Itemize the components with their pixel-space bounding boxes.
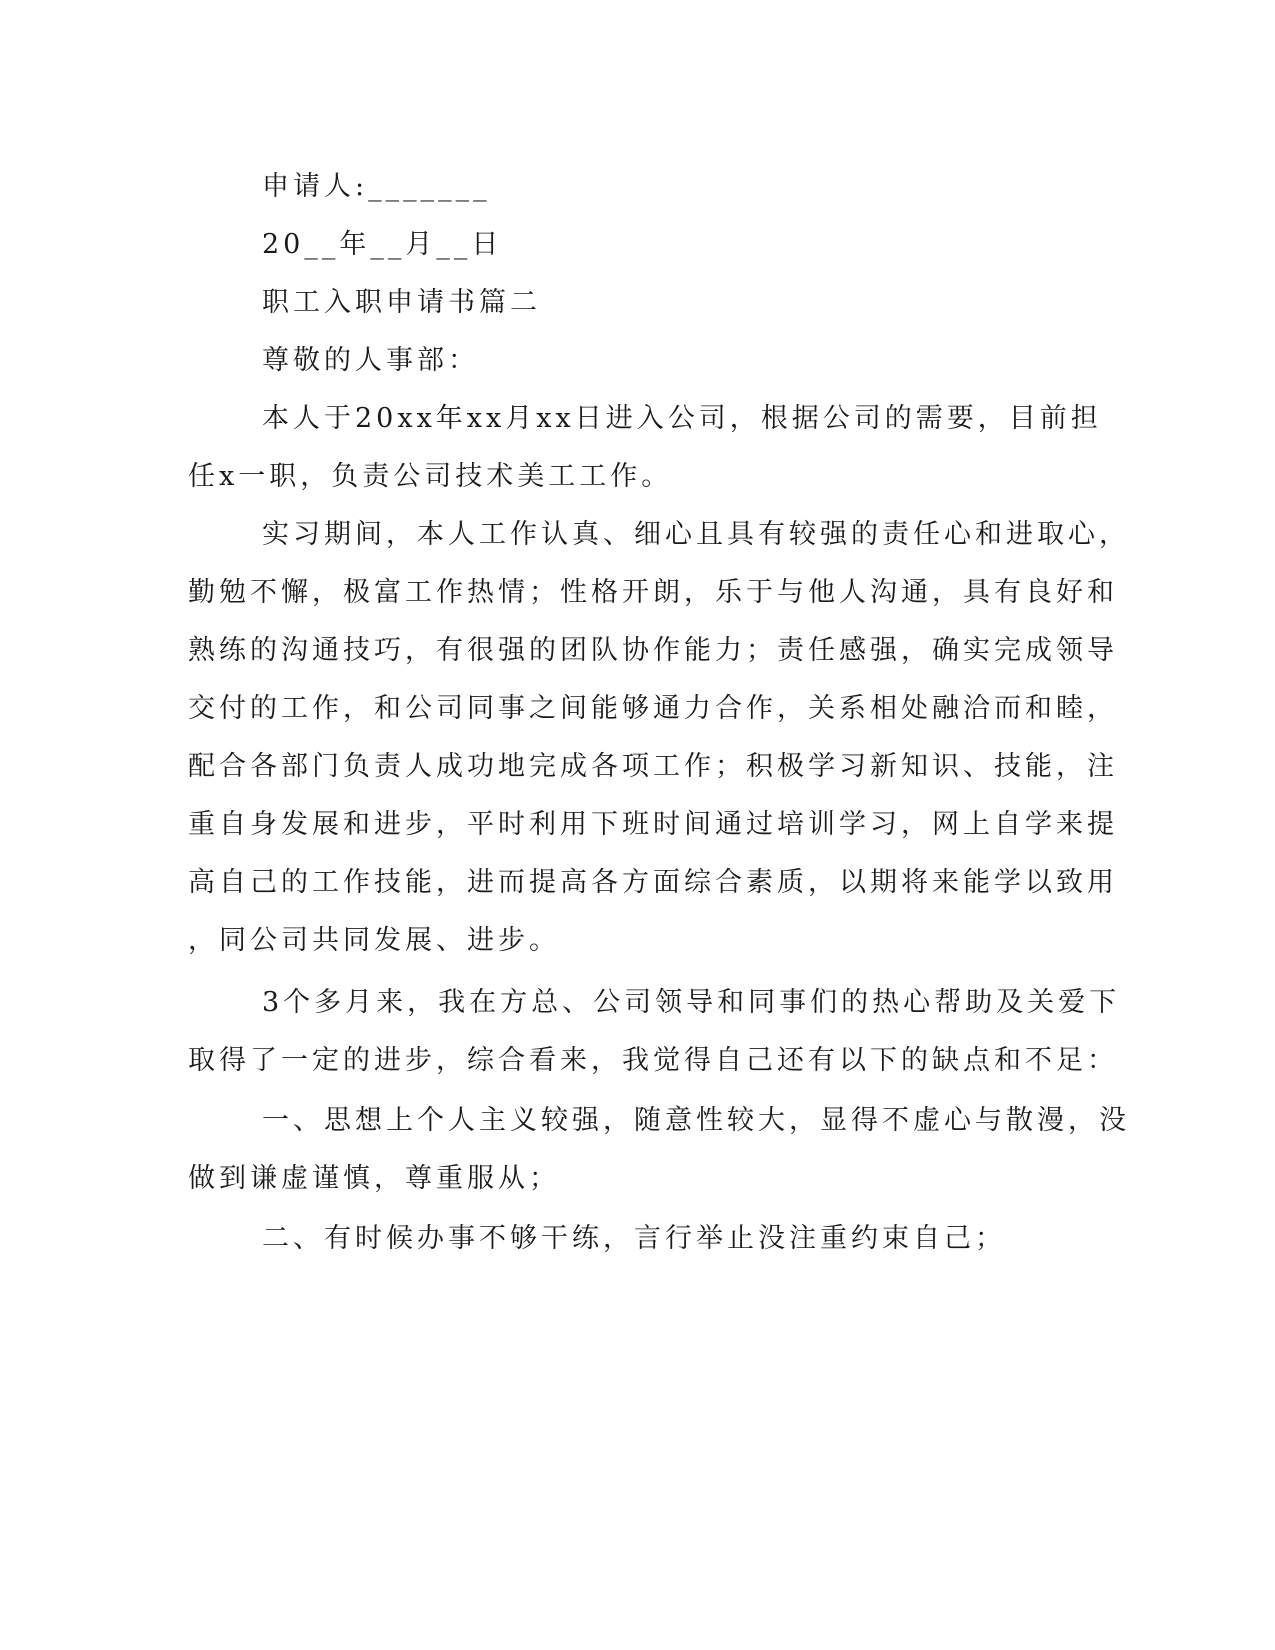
paragraph-5-line-1: 二、有时候办事不够干练，言行举止没注重约束自己； <box>262 1223 1006 1254</box>
applicant-signature-line: 申请人:_______ <box>262 171 491 202</box>
paragraph-3-line-2: 取得了一定的进步，综合看来，我觉得自己还有以下的缺点和不足： <box>188 1045 1118 1076</box>
paragraph-2-line-5: 配合各部门负责人成功地完成各项工作；积极学习新知识、技能，注 <box>188 751 1118 782</box>
salutation: 尊敬的人事部： <box>262 345 479 376</box>
date-line: 20__年__月__日 <box>262 229 503 260</box>
paragraph-3-line-1: 3个多月来，我在方总、公司领导和同事们的热心帮助及关爱下 <box>262 987 1121 1018</box>
paragraph-2-line-7: 高自己的工作技能，进而提高各方面综合素质，以期将来能学以致用 <box>188 867 1118 898</box>
paragraph-2-line-1: 实习期间，本人工作认真、细心且具有较强的责任心和进取心， <box>262 519 1130 550</box>
paragraph-2-line-3: 熟练的沟通技巧，有很强的团队协作能力；责任感强，确实完成领导 <box>188 635 1118 666</box>
paragraph-4-line-2: 做到谦虚谨慎，尊重服从； <box>188 1163 560 1194</box>
paragraph-1-line-1: 本人于20xx年xx月xx日进入公司，根据公司的需要，目前担 <box>262 403 1102 434</box>
paragraph-2-line-2: 勤勉不懈，极富工作热情；性格开朗，乐于与他人沟通，具有良好和 <box>188 577 1118 608</box>
paragraph-1-line-2: 任x一职，负责公司技术美工工作。 <box>188 461 673 492</box>
paragraph-2-line-4: 交付的工作，和公司同事之间能够通力合作，关系相处融洽而和睦， <box>188 693 1118 724</box>
paragraph-2-line-6: 重自身发展和进步，平时利用下班时间通过培训学习，网上自学来提 <box>188 809 1118 840</box>
paragraph-4-line-1: 一、思想上个人主义较强，随意性较大，显得不虚心与散漫，没 <box>262 1105 1130 1136</box>
section-title: 职工入职申请书篇二 <box>262 287 541 318</box>
paragraph-2-line-8: ，同公司共同发展、进步。 <box>188 925 560 956</box>
